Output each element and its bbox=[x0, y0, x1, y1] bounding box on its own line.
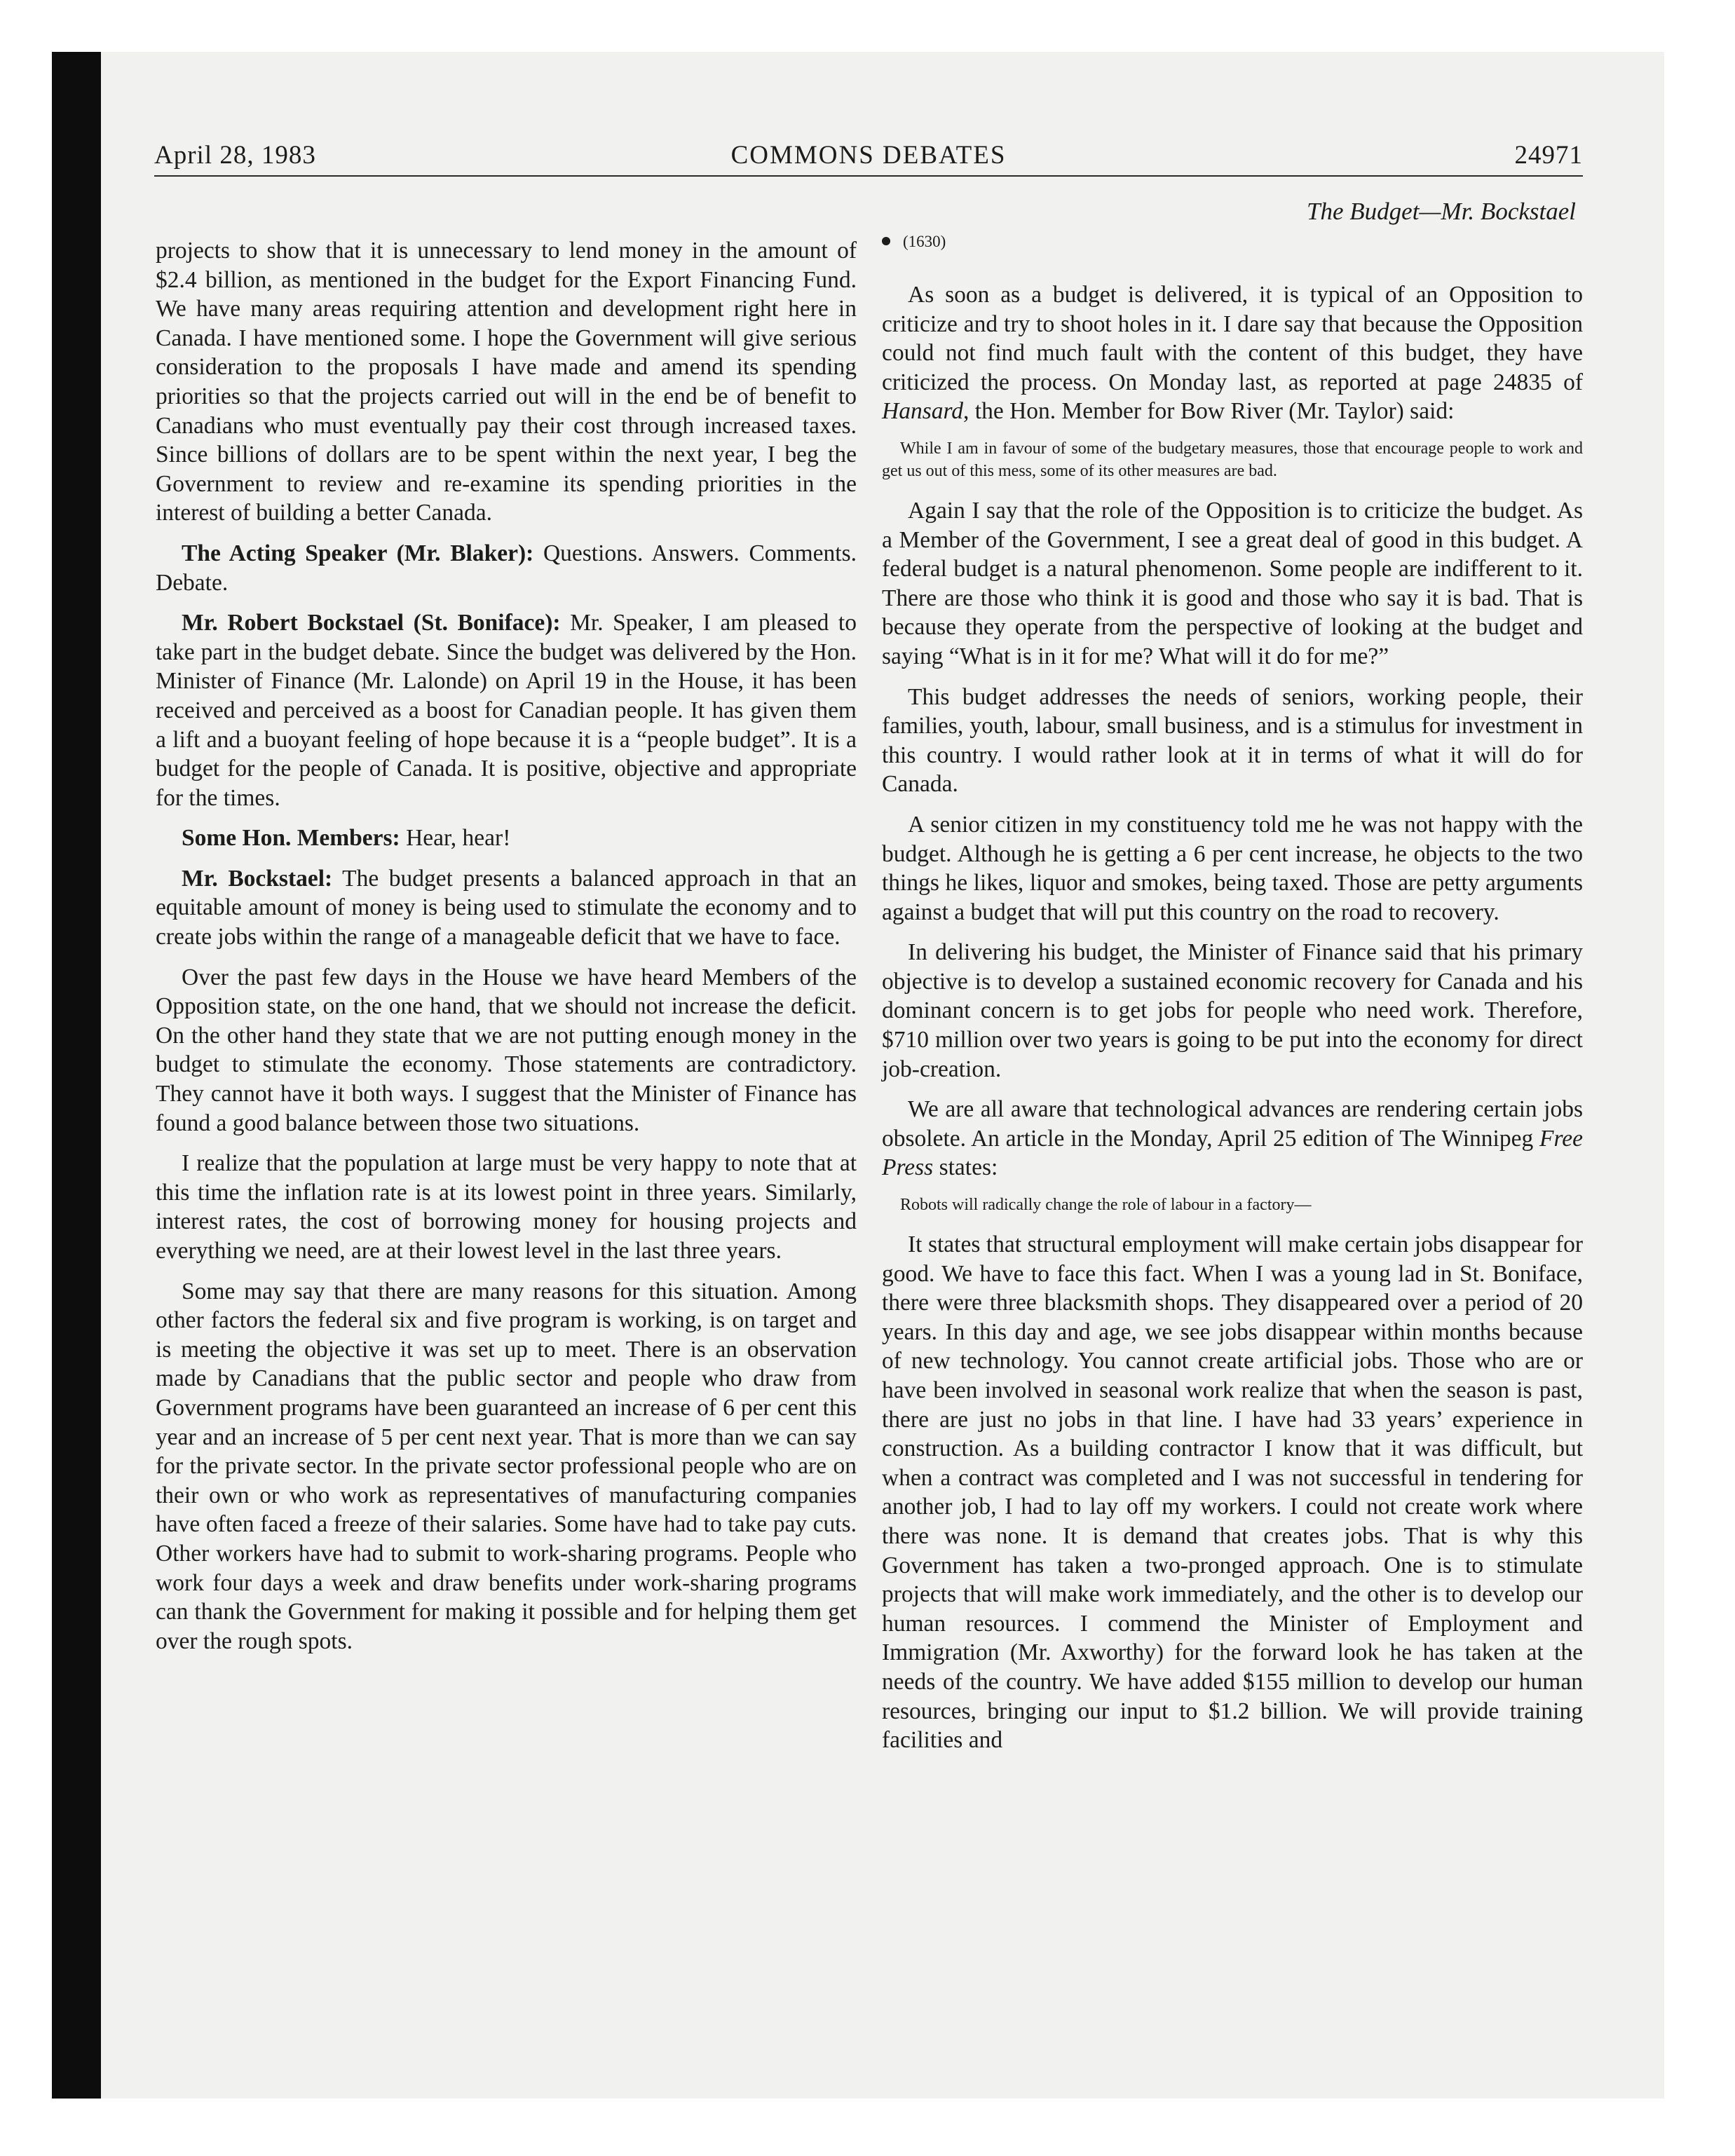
paragraph bbox=[882, 1095, 1583, 1182]
speech-text: Hear, hear! bbox=[400, 825, 511, 852]
block-quote: Robots will radically change the role of labour in a factory— bbox=[900, 1196, 1312, 1215]
paragraph: It states that structural employment will make certain jobs disappear for good. We have to face this fact. When I was a young lad in St. Boniface, there were three blacksmith shops. They disappeared over a period of 20 years. In this day and age, we see jobs disappear within months because of new technology. You cannot create artificial jobs. Those who are or have been involved in seasonal work realize that when the season is past, there are just no jobs in that line. I have had 33 years’ experience in construction. As a building contractor I know that it was difficult, but when a contract was completed and I was not successful in tendering for another job, I had to lay off my workers. I could not create work where there was none. It is demand that creates jobs. That is why this Government has taken a two-pronged approach. One is to stimulate projects that will make work immediately, and the other is to develop our human resources. I commend the Minister of Employment and Immigration (Mr. Axworthy) for the forward look he has taken at the needs of the country. We have added $155 million to develop our human resources, bringing our input to $1.2 billion. We will provide training facilities and bbox=[882, 1231, 1583, 1754]
paragraph bbox=[156, 864, 857, 952]
header-rule bbox=[154, 175, 1583, 177]
page-header bbox=[154, 140, 1583, 177]
paragraph bbox=[882, 280, 1583, 426]
speaker-name: The Acting Speaker (Mr. Blaker): bbox=[182, 540, 534, 566]
text-run: states: bbox=[933, 1154, 998, 1181]
paragraph: This budget addresses the needs of seniors, working people, their families, youth, labour, small business, and is a stimulus for investment in this country. I would rather look at it in terms of what it will do for Canada. bbox=[882, 683, 1583, 798]
text-run: , the Hon. Member for Bow River (Mr. Taylor) said: bbox=[963, 398, 1455, 425]
italic-title: Free Press bbox=[882, 1125, 1583, 1181]
bullet-dot-icon bbox=[882, 237, 890, 245]
paragraph: Again I say that the role of the Opposition is to criticize the budget. As a Member of the Government, I see a great deal of good in this budget. A federal budget is a natural phenomenon. Some people are indifferent to it. There are those who think it is good and those who say it is bad. That is because they operate from the perspective of looking at the budget and saying “What is in it for me? What will it do for me?” bbox=[882, 497, 1583, 669]
italic-title: Hansard bbox=[882, 398, 964, 425]
time-mark-label: (1630) bbox=[903, 233, 946, 250]
paragraph: A senior citizen in my constituency told me he was not happy with the budget. Although he is getting a 6 per cent increase, he objects to the two things he likes, liquor and smokes, being taxed. Those are petty arguments against a budget that will put this country on the road to recovery. bbox=[882, 811, 1583, 925]
paragraph: Some may say that there are many reasons for this situation. Among other factors the federal six and five program is working, is on target and is meeting the objective it was set up to meet. There is an observation made by Canadians that the public sector and people who draw from Government programs have been guaranteed an increase of 6 per cent this year and an increase of 5 per cent next year. That is more than we can say for the private sector. In the private sector professional people who are on their own or who work as representatives of manufacturing companies have often faced a freeze of their salaries. Some have had to take pay cuts. Other workers have had to submit to work-sharing programs. People who work four days a week and draw benefits under work-sharing programs can thank the Government for making it possible and for helping them get over the rough spots. bbox=[156, 1278, 857, 1654]
paragraph: projects to show that it is unnecessary to lend money in the amount of $2.4 billion, as mentioned in the budget for the Export Financing Fund. We have many areas requiring attention and development right here in Canada. I have mentioned some. I hope the Government will give serious consideration to the proposals I have made and amend its spending priorities so that the projects carried out will in the end be of benefit to Canadians who must eventually pay their cost through increased taxes. Since billions of dollars are to be spent within the next year, I beg the Government to review and re-examine its spending priorities in the interest of building a better Canada. bbox=[156, 238, 857, 526]
right-column bbox=[882, 198, 1583, 1766]
speaker-name: Some Hon. Members: bbox=[182, 825, 400, 852]
paragraph: I realize that the population at large must be very happy to note that at this time the inflation rate is at its lowest point in three years. Similarly, interest rates, the cost of borrowing money for housing projects and everything we need, are at their lowest level in the last three years. bbox=[156, 1150, 857, 1264]
paragraph: In delivering his budget, the Minister of Finance said that his primary objective is to develop a sustained economic recovery for Canada and his dominant concern is to get jobs for people who need work. Therefore, $710 million over two years is going to be put into the economy for direct job-creation. bbox=[882, 939, 1583, 1082]
paragraph bbox=[156, 824, 857, 853]
left-column bbox=[156, 236, 857, 1667]
block-quote: While I am in favour of some of the budgetary measures, those that encourage people to work and get us out of this mess, some of its other measures are bad. bbox=[882, 439, 1583, 480]
text-run: We are all aware that technological advances are rendering certain jobs obsolete. An article in the Monday, April 25 edition of The Winnipeg bbox=[882, 1096, 1583, 1152]
paragraph bbox=[156, 539, 857, 597]
speaker-name: Mr. Robert Bockstael (St. Boniface): bbox=[182, 610, 561, 636]
speech-text: Mr. Speaker, I am pleased to take part in the budget debate. Since the budget was delivered by the Hon. Minister of Finance (Mr. Lalonde) on April 19 in the House, it has been received and perceived as a boost for Canadian people. It has given them a lift and a buoyant feeling of hope because it is a “people budget”. It is a budget for the people of Canada. It is positive, objective and appropriate for the times. bbox=[156, 610, 857, 811]
speaker-name: Mr. Bockstael: bbox=[182, 865, 333, 892]
paragraph bbox=[156, 608, 857, 812]
header-page-number: 24971 bbox=[1514, 141, 1583, 170]
paragraph: Over the past few days in the House we have heard Members of the Opposition state, on the one hand, that we should not increase the deficit. On the other hand they state that we are not putting enough money in the budget to stimulate the economy. Those statements are contradictory. They cannot have it both ways. I suggest that the Minister of Finance has found a good balance between those two situations. bbox=[156, 964, 857, 1136]
text-run: As soon as a budget is delivered, it is typical of an Opposition to criticize and try to shoot holes in it. I dare say that because the Opposition could not find much fault with the content of this budget, they have criticized the process. On Monday last, as reported at page 24835 of bbox=[882, 282, 1583, 395]
scan-edge-strip bbox=[52, 52, 101, 2099]
header-date: April 28, 1983 bbox=[154, 141, 316, 170]
speech-text: Questions. Answers. Comments. Debate. bbox=[156, 540, 857, 596]
header-title: COMMONS DEBATES bbox=[730, 141, 1007, 170]
speech-text: The budget presents a balanced approach in that an equitable amount of money is being used to stimulate the economy and to create jobs within the range of a manageable deficit that we have to face. bbox=[156, 865, 857, 950]
running-head: The Budget—Mr. Bockstael bbox=[1307, 198, 1576, 225]
time-mark bbox=[882, 231, 1583, 252]
